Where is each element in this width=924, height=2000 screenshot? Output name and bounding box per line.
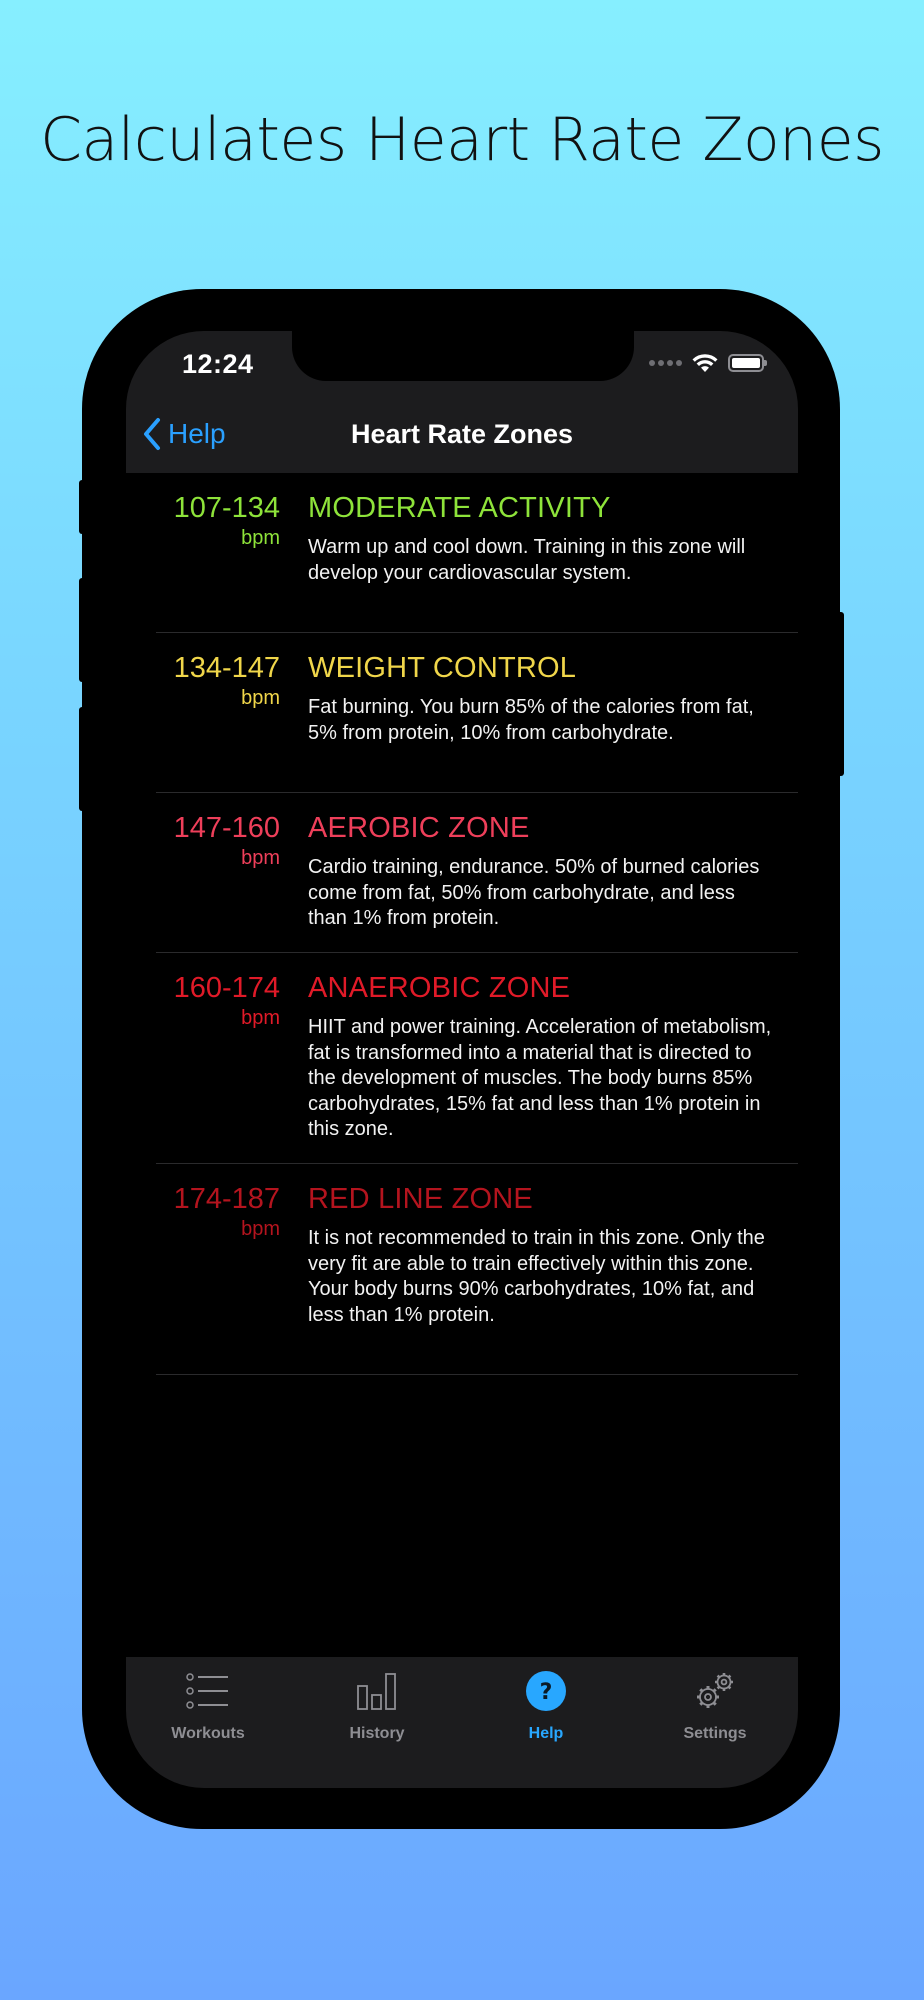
list-icon — [186, 1673, 230, 1709]
zone-range: 174-187 — [173, 1183, 280, 1215]
wifi-icon — [692, 353, 718, 373]
zone-unit: bpm — [241, 527, 280, 549]
tab-help[interactable] — [486, 1669, 606, 1743]
zone-unit: bpm — [241, 1218, 280, 1240]
zone-unit: bpm — [241, 847, 280, 869]
tab-settings[interactable] — [655, 1669, 775, 1743]
zone-range: 160-174 — [173, 972, 280, 1004]
battery-icon — [728, 354, 764, 372]
tab-label: History — [349, 1725, 405, 1742]
navigation-bar — [126, 331, 798, 473]
status-icons — [649, 353, 764, 373]
zone-range: 107-134 — [173, 492, 280, 524]
zone-title: WEIGHT CONTROL — [308, 652, 577, 684]
zone-range: 134-147 — [173, 652, 280, 684]
phone-screen — [126, 331, 798, 1788]
zone-row-anaerobic-zone — [156, 953, 798, 1164]
zone-list — [126, 473, 798, 1375]
question-icon — [525, 1670, 567, 1712]
tab-label: Help — [528, 1725, 564, 1742]
bar-chart-icon — [357, 1672, 397, 1710]
svg-text:?: ? — [539, 1680, 553, 1705]
page-title: Heart Rate Zones — [350, 419, 574, 449]
zone-description: Cardio training, endurance. 50% of burned calories come from fat, 50% from carbohydrate, and less than 1% from protein. — [308, 856, 760, 929]
gear-icon — [694, 1670, 736, 1712]
signal-icon — [649, 360, 682, 366]
tab-label: Settings — [683, 1725, 747, 1742]
zone-row-aerobic-zone — [156, 793, 798, 953]
zone-range: 147-160 — [173, 812, 280, 844]
tab-workouts[interactable] — [148, 1669, 268, 1743]
notch — [292, 331, 634, 381]
zone-title: ANAEROBIC ZONE — [308, 972, 571, 1004]
tab-history[interactable] — [317, 1669, 437, 1743]
back-label: Help — [168, 418, 226, 449]
tab-label: Workouts — [171, 1725, 245, 1742]
zone-description: Fat burning. You burn 85% of the calories from fat, 5% from protein, 10% from carbohydrate. — [308, 696, 754, 744]
zone-title: RED LINE ZONE — [308, 1183, 533, 1215]
zone-row-weight-control — [156, 633, 798, 793]
zone-description: It is not recommended to train in this zone. Only the very fit are able to train effectively within this zone. Your body burns 90% carbohydrates, 10% fat, and less than 1% protein. — [308, 1227, 765, 1326]
status-time: 12:24 — [182, 349, 254, 379]
zone-description: HIIT and power training. Acceleration of metabolism, fat is transformed into a material that is directed to the development of muscles. The body burns 85% carbohydrates, 15% fat and less than 1% protein in this zone. — [308, 1016, 772, 1140]
zone-unit: bpm — [241, 1007, 280, 1029]
zone-row-red-line-zone — [156, 1164, 798, 1375]
zone-title: AEROBIC ZONE — [308, 812, 530, 844]
zone-description: Warm up and cool down. Training in this zone will develop your cardiovascular system. — [308, 536, 746, 584]
zone-row-moderate-activity — [156, 473, 798, 633]
zone-title: MODERATE ACTIVITY — [308, 492, 611, 524]
zone-unit: bpm — [241, 687, 280, 709]
tab-bar — [126, 1657, 798, 1788]
headline: Calculates Heart Rate Zones — [40, 105, 884, 175]
